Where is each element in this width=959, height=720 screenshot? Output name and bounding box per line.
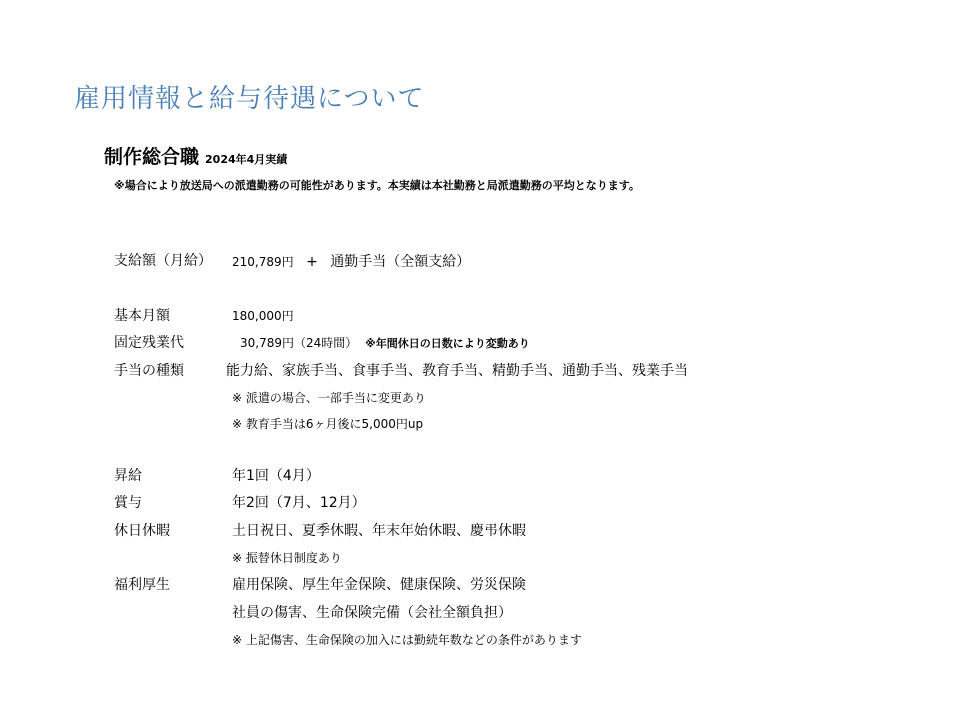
pay-amount: 210,789円 [232,255,294,269]
allowances-label: 手当の種類 [114,363,184,379]
welfare-value: 雇用保険、厚生年金保険、健康保険、労災保険 [232,577,526,593]
pay-label: 支給額（月給） [114,253,212,269]
welfare-label: 福利厚生 [114,577,170,593]
overtime-label: 固定残業代 [114,335,184,351]
raise-label: 昇給 [114,468,142,484]
overtime-note: ※年間休日の日数により変動あり [365,337,530,350]
allowances-value: 能力給、家族手当、食事手当、教育手当、精勤手当、通勤手当、残業手当 [226,363,688,379]
base-label: 基本月額 [114,308,170,324]
job-subtitle: 2024年4月実績 [205,153,288,166]
dispatch-note: ※場合により放送局への派遣勤務の可能性があります。本実績は本社勤務と局派遣勤務の平均となります。 [114,179,640,192]
holidays-label: 休日休暇 [114,523,170,539]
section-heading [104,142,287,169]
overtime-amount: 30,789円（24時間） [240,336,358,350]
bonus-value: 年2回（7月、12月） [232,495,366,511]
holidays-value: 土日祝日、夏季休暇、年末年始休暇、慶弔休暇 [232,523,526,539]
pay-commute: 通勤手当（全額支給） [330,254,471,270]
raise-value: 年1回（4月） [232,468,320,484]
pay-plus: + [306,254,318,270]
holidays-note: ※ 振替休日制度あり [232,551,342,565]
job-title: 制作総合職 [104,146,200,168]
bonus-label: 賞与 [114,495,142,511]
page-title: 雇用情報と給与待遇について [74,84,425,114]
base-value: 180,000円 [232,309,294,323]
overtime-value [240,334,530,351]
allowances-note-1: ※ 派遣の場合、一部手当に変更あり [232,391,426,405]
allowances-note-2: ※ 教育手当は6ヶ月後に5,000円up [232,417,424,431]
welfare-note: ※ 上記傷害、生命保険の加入には勤続年数などの条件があります [232,633,582,647]
pay-value [232,251,470,271]
welfare-value-2: 社員の傷害、生命保険完備（会社全額負担） [232,605,512,621]
